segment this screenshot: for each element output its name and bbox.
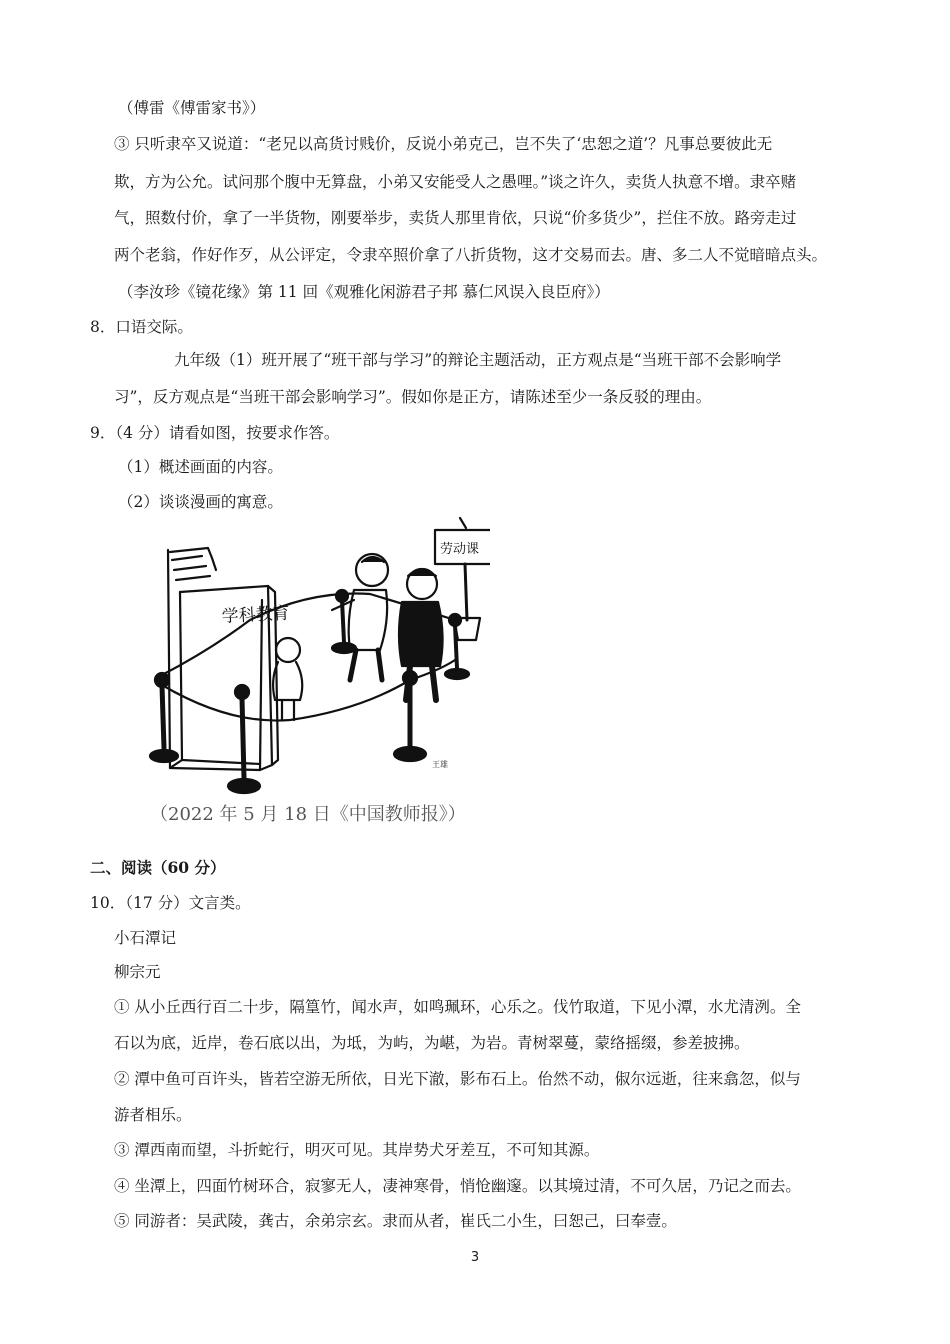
line-4: 气，照数付价，拿了一半货物，刚要举步，卖货人那里肯依，只说“价多货少”，拦住不放。路旁走过 — [114, 209, 797, 227]
line-18: 石以为底，近岸，卷石底以出，为坻，为屿，为嵁，为岩。青树翠蔓，蒙络摇缀，参差披拂。 — [114, 1034, 750, 1052]
line-5: 两个老翁，作好作歹，从公评定，令隶卒照价拿了八折货物，这才交易而去。唐、多二人不觉暗暗点头。 — [114, 246, 828, 264]
question-9-part-2: （2）谈谈漫画的寓意。 — [118, 493, 283, 511]
line-1: （傅雷《傅雷家书》） — [118, 99, 266, 117]
question-8: 8．口语交际。 — [90, 318, 193, 336]
question-9: 9．（4 分）请看如图，按要求作答。 — [90, 424, 340, 442]
poem-author: 柳宗元 — [114, 963, 161, 981]
cartoon-drawing — [110, 510, 490, 810]
sign-text: 劳动课 — [440, 542, 480, 557]
line-2: ③ 只听隶卒又说道：“老兄以高货讨贱价，反说小弟克己，岂不失了‘忠恕之道’？凡事总要彼此无 — [114, 135, 773, 153]
line-21: ③ 潭西南而望，斗折蛇行，明灭可见。其岸势犬牙差互，不可知其源。 — [114, 1141, 600, 1159]
cartoon-image — [110, 510, 490, 850]
section-heading-reading: 二、阅读（60 分） — [90, 858, 226, 877]
line-6: （李汝珍《镜花缘》第 11 回《观雅化闲游君子邦 慕仁风误入良臣府》） — [118, 283, 610, 301]
line-22: ④ 坐潭上，四面竹树环合，寂寥无人，凄神寒骨，悄怆幽邃。以其境过清，不可久居，乃记之而去。 — [114, 1177, 801, 1195]
line-19: ② 潭中鱼可百许头，皆若空游无所依，日光下澈，影布石上。佁然不动，俶尔远逝，往来翕忽，似与 — [114, 1070, 801, 1088]
artist-signature: 王雄 — [432, 760, 448, 769]
book-title-text: 学科教育 — [221, 603, 291, 627]
line-17: ① 从小丘西行百二十步，隔篁竹，闻水声，如鸣珮环，心乐之。伐竹取道，下见小潭，水尤清洌。全 — [114, 998, 801, 1016]
poem-title: 小石潭记 — [114, 929, 177, 947]
line-23: ⑤ 同游者：吴武陵，龚古，余弟宗玄。隶而从者，崔氏二小生，曰恕己，曰奉壹。 — [114, 1212, 677, 1230]
page-number: 3 — [470, 1250, 480, 1265]
line-9: 习”，反方观点是“当班干部会影响学习”。假如你是正方，请陈述至少一条反驳的理由。 — [114, 388, 712, 406]
question-10: 10．（17 分）文言类。 — [90, 894, 251, 912]
line-8: 九年级（1）班开展了“班干部与学习”的辩论主题活动，正方观点是“当班干部不会影响学 — [174, 351, 782, 369]
line-20: 游者相乐。 — [114, 1106, 192, 1124]
cartoon-caption: （2022 年 5 月 18 日《中国教师报》） — [150, 804, 466, 825]
line-3: 欺，方为公允。试问那个腹中无算盘，小弟又安能受人之愚哩。”谈之许久，卖货人执意不增。隶卒赌 — [114, 173, 797, 191]
question-9-part-1: （1）概述画面的内容。 — [118, 458, 283, 476]
